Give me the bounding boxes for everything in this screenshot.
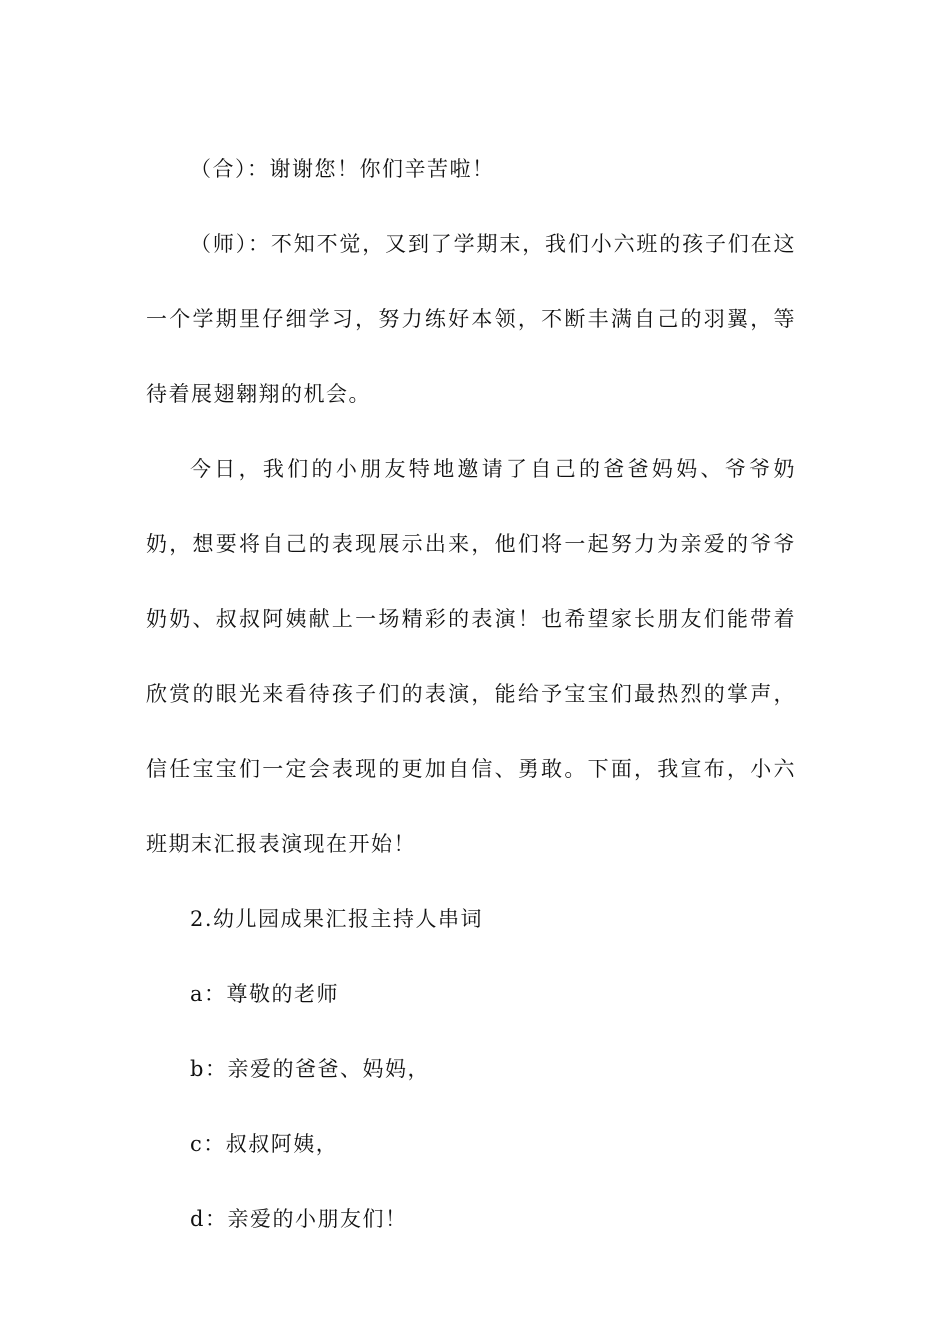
document-body xyxy=(146,132,796,1257)
paragraph-teacher-intro: （师）：不知不觉，又到了学期末，我们小六班的孩子们在这一个学期里仔细学习，努力练好本领，不断丰满自己的羽翼，等待着展翅翱翔的机会。 xyxy=(146,232,796,406)
line-a: a：尊敬的老师 xyxy=(190,982,340,1006)
paragraph-today: 今日，我们的小朋友特地邀请了自己的爸爸妈妈、爷爷奶奶，想要将自己的表现展示出来，他们将一起努力为亲爱的爷爷奶奶、叔叔阿姨献上一场精彩的表演！也希望家长朋友们能带着欣赏的眼光来看待孩子们的表演，能给予宝宝们最热烈的掌声，信任宝宝们一定会表现的更加自信、勇敢。下面，我宣布，小六班期末汇报表演现在开始！ xyxy=(146,457,796,856)
paragraph-thanks: （合）：谢谢您！你们辛苦啦！ xyxy=(190,157,495,181)
line-c: c：叔叔阿姨， xyxy=(190,1132,339,1156)
line-d: d：亲爱的小朋友们！ xyxy=(190,1207,408,1231)
section-heading: 2.幼儿园成果汇报主持人串词 xyxy=(190,907,484,931)
line-b: b：亲爱的爸爸、妈妈， xyxy=(190,1057,430,1081)
